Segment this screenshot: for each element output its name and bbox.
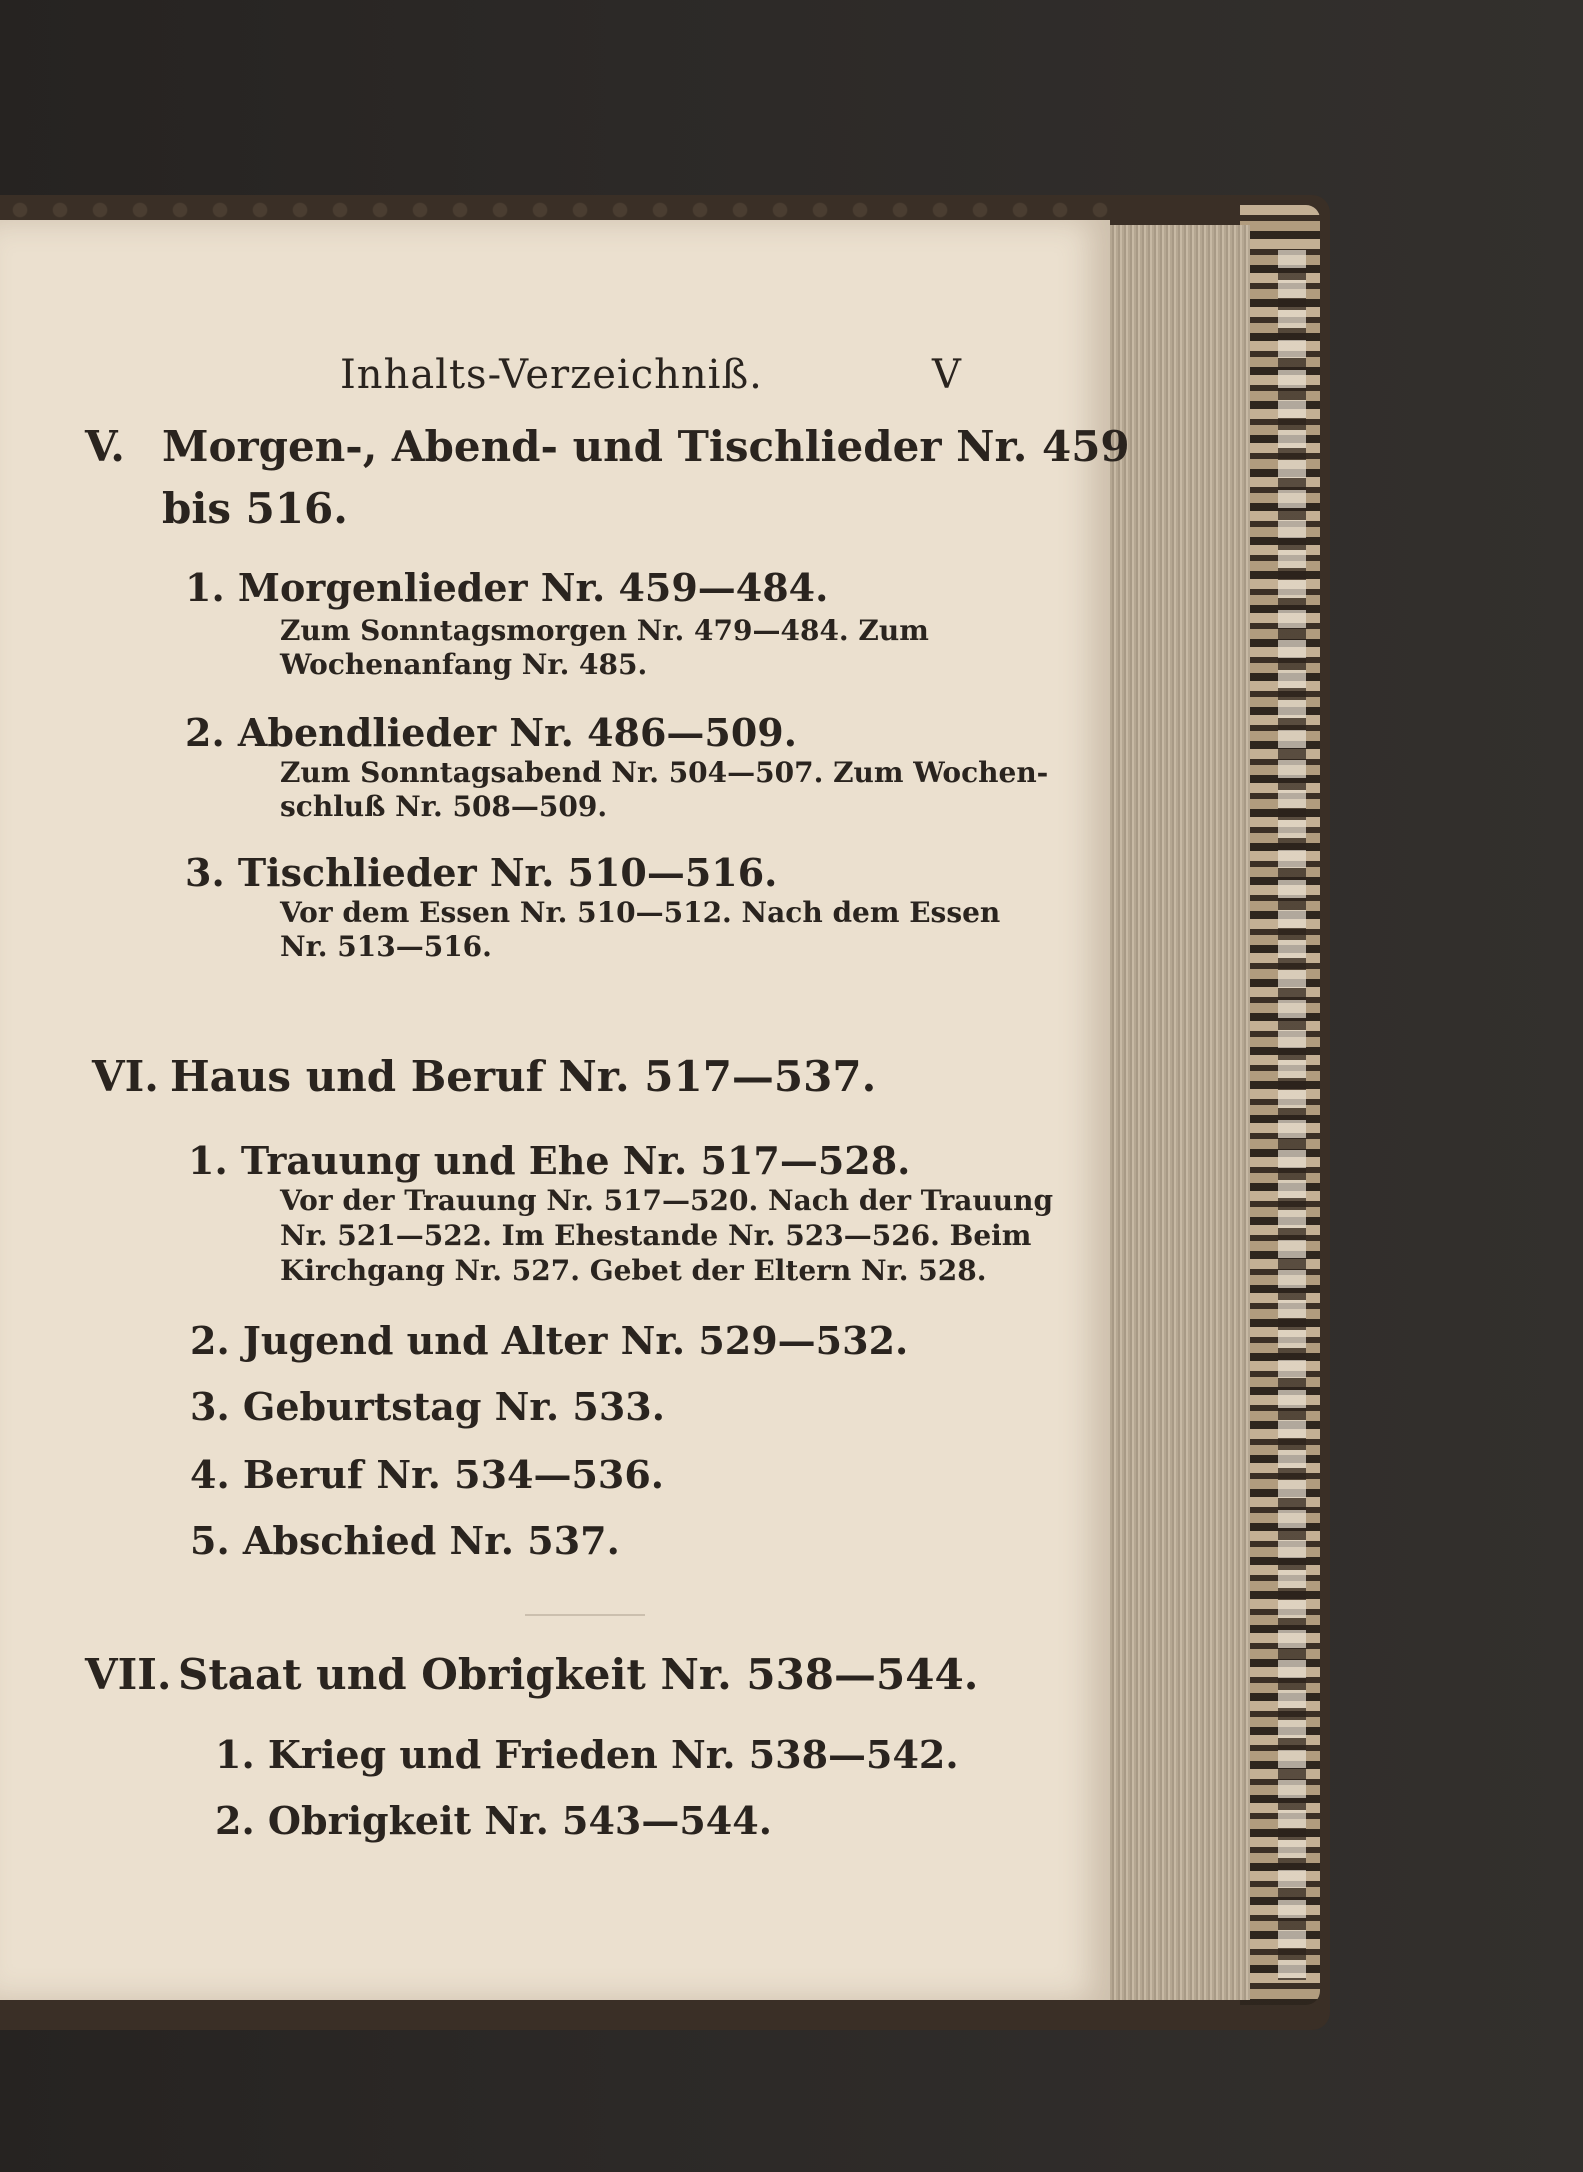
list-item: 3. Tischlieder Nr. 510—516.	[185, 850, 778, 895]
list-item: 3. Geburtstag Nr. 533.	[190, 1384, 665, 1429]
section-numeral: VII.	[85, 1650, 172, 1699]
item-note: Wochenanfang Nr. 485.	[280, 648, 648, 681]
item-note: Vor dem Essen Nr. 510—512. Nach dem Essen	[280, 896, 1001, 929]
section-title: Staat und Obrigkeit Nr. 538—544.	[178, 1650, 979, 1699]
list-item: 1. Morgenlieder Nr. 459—484.	[185, 565, 829, 610]
item-note: Nr. 513—516.	[280, 930, 492, 963]
list-item: 2. Obrigkeit Nr. 543—544.	[215, 1798, 772, 1843]
item-note: Nr. 521—522. Im Ehestande Nr. 523—526. Beim	[280, 1219, 1032, 1252]
item-note: schluß Nr. 508—509.	[280, 790, 608, 823]
section-numeral: V.	[85, 422, 125, 471]
page-edges	[1100, 225, 1250, 2000]
section-title-continued: bis 516.	[162, 484, 348, 533]
item-note: Kirchgang Nr. 527. Gebet der Eltern Nr. 528.	[280, 1254, 987, 1287]
list-item: 1. Trauung und Ehe Nr. 517—528.	[188, 1138, 911, 1183]
item-note: Vor der Trauung Nr. 517—520. Nach der Trauung	[280, 1184, 1054, 1217]
ornament-border	[1278, 250, 1306, 1980]
section-title: Morgen-, Abend- und Tischlieder Nr. 459	[162, 422, 1130, 471]
page-number: V	[932, 352, 961, 398]
list-item: 1. Krieg und Frieden Nr. 538—542.	[215, 1732, 959, 1777]
list-item: 4. Beruf Nr. 534—536.	[190, 1452, 665, 1497]
list-item: 2. Jugend und Alter Nr. 529—532.	[190, 1318, 909, 1363]
page-header-title: Inhalts-Verzeichniß.	[340, 352, 763, 398]
list-item: 2. Abendlieder Nr. 486—509.	[185, 710, 797, 755]
page-top-border	[0, 200, 1110, 220]
item-note: Zum Sonntagsmorgen Nr. 479—484. Zum	[280, 614, 929, 647]
section-title: Haus und Beruf Nr. 517—537.	[170, 1052, 877, 1101]
section-numeral: VI.	[92, 1052, 159, 1101]
list-item: 5. Abschied Nr. 537.	[190, 1518, 620, 1563]
item-note: Zum Sonntagsabend Nr. 504—507. Zum Wochen-	[280, 756, 1049, 789]
section-divider	[525, 1614, 645, 1616]
